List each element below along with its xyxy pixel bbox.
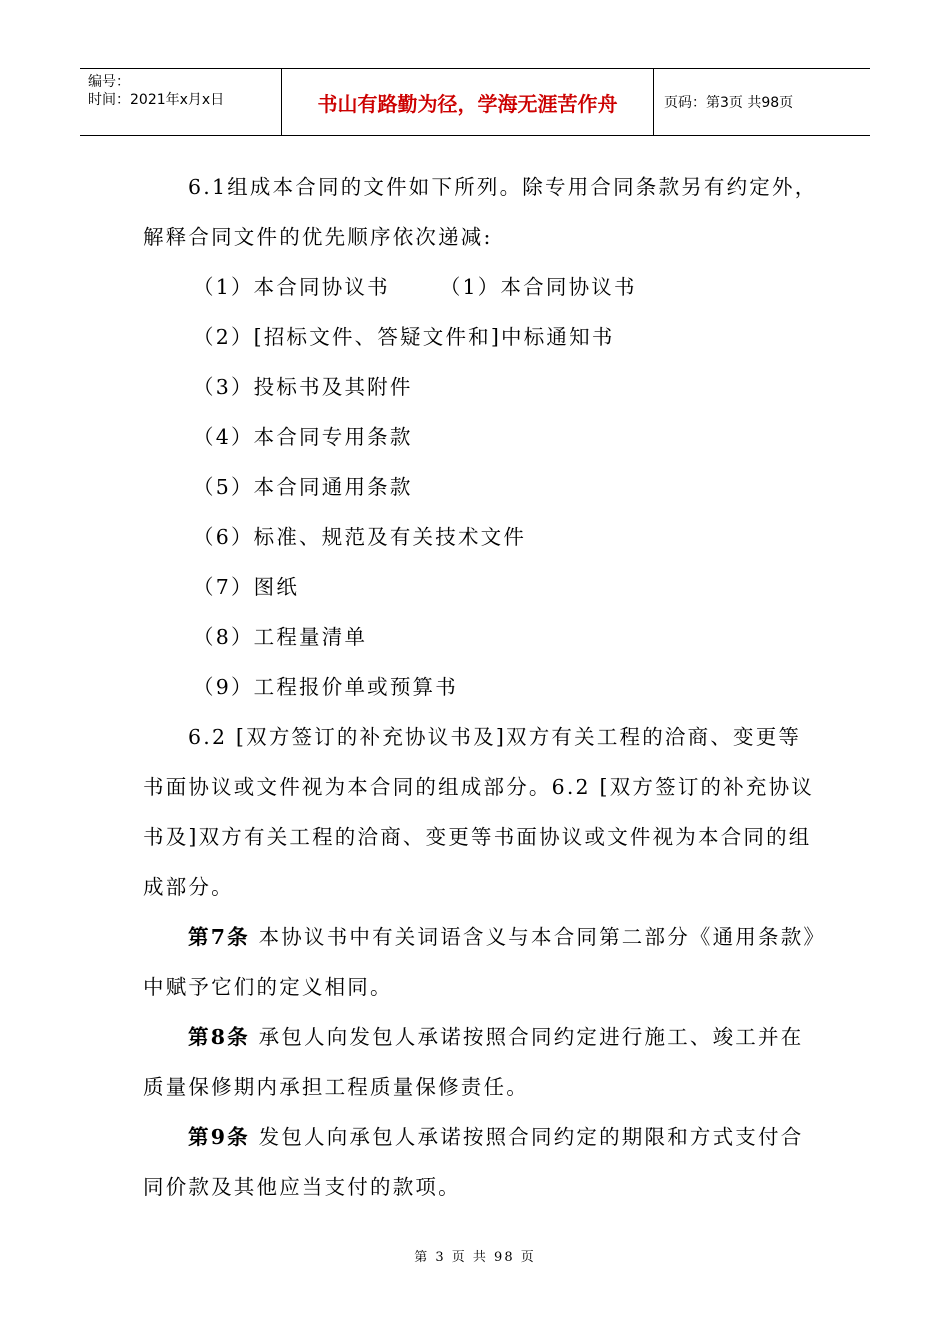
article-7-text: 本协议书中有关词语含义与本合同第二部分《通用条款》中赋予它们的定义相同。	[143, 925, 816, 999]
document-body	[143, 162, 819, 1212]
document-date: 时间：2021年x月x日	[88, 92, 225, 108]
list-item-5: （5）本合同通用条款	[193, 475, 413, 499]
list-item-8: （8）工程量清单	[193, 625, 368, 649]
list-item-6: （6）标准、规范及有关技术文件	[193, 525, 527, 549]
article-9	[143, 1112, 819, 1212]
list-item-3: （3）投标书及其附件	[193, 375, 413, 399]
article-8-label: 第8条	[188, 1025, 250, 1049]
article-9-text: 发包人向承包人承诺按照合同约定的期限和方式支付合同价款及其他应当支付的款项。	[143, 1125, 804, 1199]
paragraph-6-1-line1: 6.1组成本合同的文件如下所列。除专用合同条款另有约定外，	[188, 175, 818, 199]
paragraph-6-2: 6.2 [双方签订的补充协议书及]双方有关工程的洽商、变更等书面协议或文件视为本合同的组成部分。6.2 [双方签订的补充协议书及]双方有关工程的洽商、变更等书面协议或文件视为本合同的组成部分。	[143, 725, 815, 899]
paragraph-6-1	[143, 162, 819, 212]
article-8-text: 承包人向发包人承诺按照合同约定进行施工、竣工并在质量保修期内承担工程质量保修责任。	[143, 1025, 804, 1099]
article-9-label: 第9条	[188, 1125, 250, 1149]
header-meta	[80, 69, 282, 135]
page-header	[80, 68, 870, 136]
article-7-label: 第7条	[188, 925, 250, 949]
paragraph-6-1-line2: 解释合同文件的优先顺序依次递减:	[143, 225, 493, 249]
page-footer: 第 3 页 共 98 页	[414, 1250, 536, 1265]
document-number-label: 编号：	[88, 74, 130, 90]
list-item-1: （1）本合同协议书	[193, 275, 390, 299]
header-page-info: 页码：第3页 共98页	[664, 95, 794, 111]
list-item-4: （4）本合同专用条款	[193, 425, 413, 449]
list-item-7: （7）图纸	[193, 575, 300, 599]
list-item-1-duplicate: （1）本合同协议书	[439, 275, 637, 299]
list-item-2: （2）[招标文件、答疑文件和]中标通知书	[193, 325, 615, 349]
article-7	[143, 912, 819, 1012]
header-motto: 书山有路勤为径，学海无涯苦作舟	[282, 69, 654, 135]
list-item-9: （9）工程报价单或预算书	[193, 675, 458, 699]
article-8	[143, 1012, 819, 1112]
list-item	[143, 262, 819, 312]
